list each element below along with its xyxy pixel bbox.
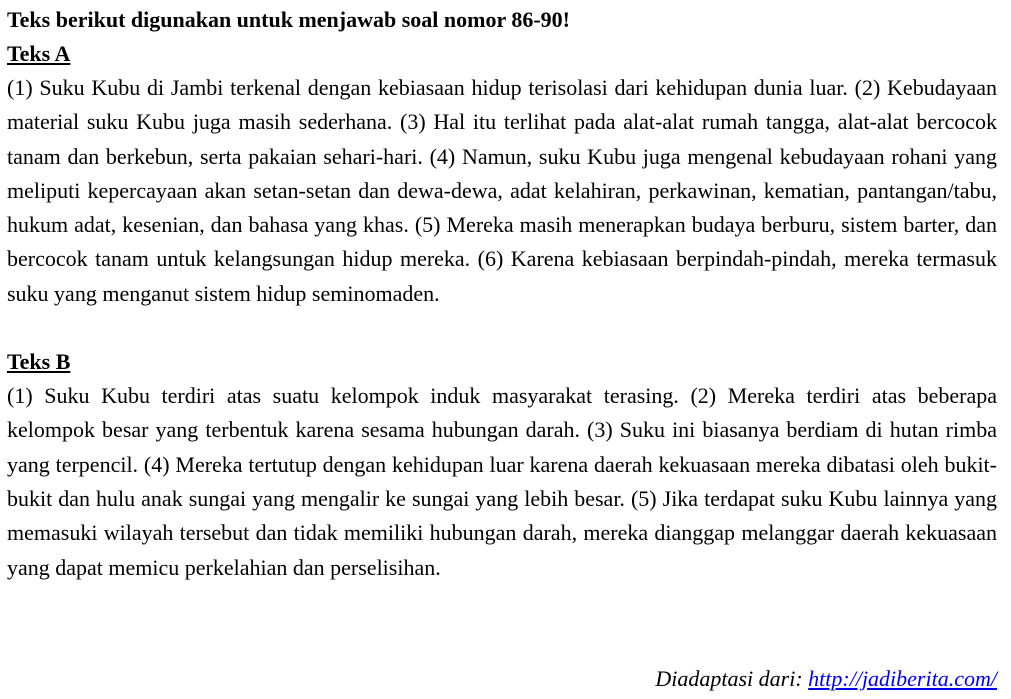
section-spacer — [7, 311, 997, 345]
teks-a-title: Teks A — [7, 41, 71, 66]
source-link[interactable]: http://jadiberita.com/ — [808, 666, 997, 691]
teks-b-title: Teks B — [7, 349, 71, 375]
source-citation — [655, 662, 997, 696]
source-label: Diadaptasi dari: — [655, 666, 809, 691]
teks-a-body: (1) Suku Kubu di Jambi terkenal dengan kebiasaan hidup terisolasi dari kehidupan dunia luar. (2) Kebudayaan material suku Kubu juga masih sederhana. (3) Hal itu terlihat pada alat-alat rumah tangga, alat-alat bercocok tanam dan berkebun, serta pakaian sehari-hari. (4) Namun, suku Kubu juga mengenal kebudayaan rohani yang meliputi kepercayaan akan setan-setan dan dewa-dewa, adat kelahiran, perkawinan, kematian, pantangan/tabu, hukum adat, kesenian, dan bahasa yang khas. (5) Mereka masih menerapkan budaya berburu, sistem barter, dan bercocok tanam untuk kelangsungan hidup mereka. (6) Karena kebiasaan berpindah-pindah, mereka termasuk suku yang menganut sistem hidup seminomaden. — [7, 75, 997, 306]
instruction-heading: Teks berikut digunakan untuk menjawab soal nomor 86-90! — [7, 7, 570, 32]
teks-b-body: (1) Suku Kubu terdiri atas suatu kelompok induk masyarakat terasing. (2) Mereka terdiri atas beberapa kelompok besar yang terbentuk karena sesama hubungan darah. (3) Suku ini biasanya berdiam di hutan rimba yang terpencil. (4) Mereka tertutup dengan kehidupan luar karena daerah kekuasaan mereka dibatasi oleh bukit-bukit dan hulu anak sungai yang mengalir ke sungai yang lebih besar. (5) Jika terdapat suku Kubu lainnya yang memasuki wilayah tersebut dan tidak memiliki hubungan darah, mereka dianggap melanggar daerah kekuasaan yang dapat memicu perkelahian dan perselisihan. — [7, 383, 997, 580]
